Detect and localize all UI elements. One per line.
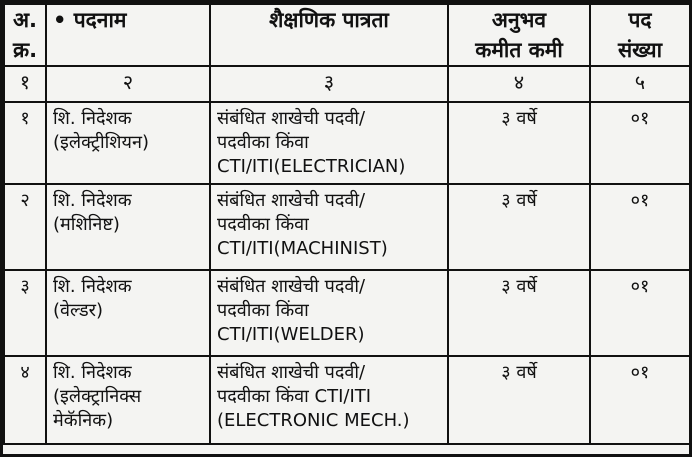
experience-cell: ३ वर्षे [448,356,590,444]
post-cell: शि. निदेशक (मशिनिष्ट) [46,184,210,270]
qualification-cell: संबंधित शाखेची पदवी/ पदवीका किंवा CTI/ITI(MACHINIST) [210,184,448,270]
column-number: ३ [210,66,448,102]
column-number-row [4,66,690,102]
post-cell: शि. निदेशक (वेल्डर) [46,270,210,356]
column-number: २ [46,66,210,102]
qualification-cell: संबंधित शाखेची पदवी/ पदवीका किंवा CTI/ITI(ELECTRICIAN) [210,102,448,184]
column-number: ५ [590,66,690,102]
experience-cell: ३ वर्षे [448,184,590,270]
table-row [4,270,690,356]
experience-cell: ३ वर्षे [448,270,590,356]
table-row [4,356,690,444]
qualification-cell: संबंधित शाखेची पदवी/ पदवीका किंवा CTI/ITI (ELECTRONIC MECH.) [210,356,448,444]
header-experience: अनुभव कमीत कमी [448,4,590,66]
table-row [4,102,690,184]
header-serial: अ. क्र. [4,4,46,66]
column-number: ४ [448,66,590,102]
header-qualification: शैक्षणिक पात्रता [210,4,448,66]
table-row [4,184,690,270]
qualification-cell: संबंधित शाखेची पदवी/ पदवीका किंवा CTI/ITI(WELDER) [210,270,448,356]
serial-cell: १ [4,102,46,184]
post-count-cell: ०१ [590,270,690,356]
header-post-count: पद संख्या [590,4,690,66]
serial-cell: ४ [4,356,46,444]
serial-cell: ३ [4,270,46,356]
header-post-name: • पदनाम [46,4,210,66]
experience-cell: ३ वर्षे [448,102,590,184]
serial-cell: २ [4,184,46,270]
column-number: १ [4,66,46,102]
header-row [4,4,690,66]
posts-table [3,3,691,445]
post-cell: शि. निदेशक (इलेक्ट्रानिक्स मेकॅनिक) [46,356,210,444]
post-cell: शि. निदेशक (इलेक्ट्रीशियन) [46,102,210,184]
post-count-cell: ०१ [590,102,690,184]
post-count-cell: ०१ [590,356,690,444]
post-count-cell: ०१ [590,184,690,270]
